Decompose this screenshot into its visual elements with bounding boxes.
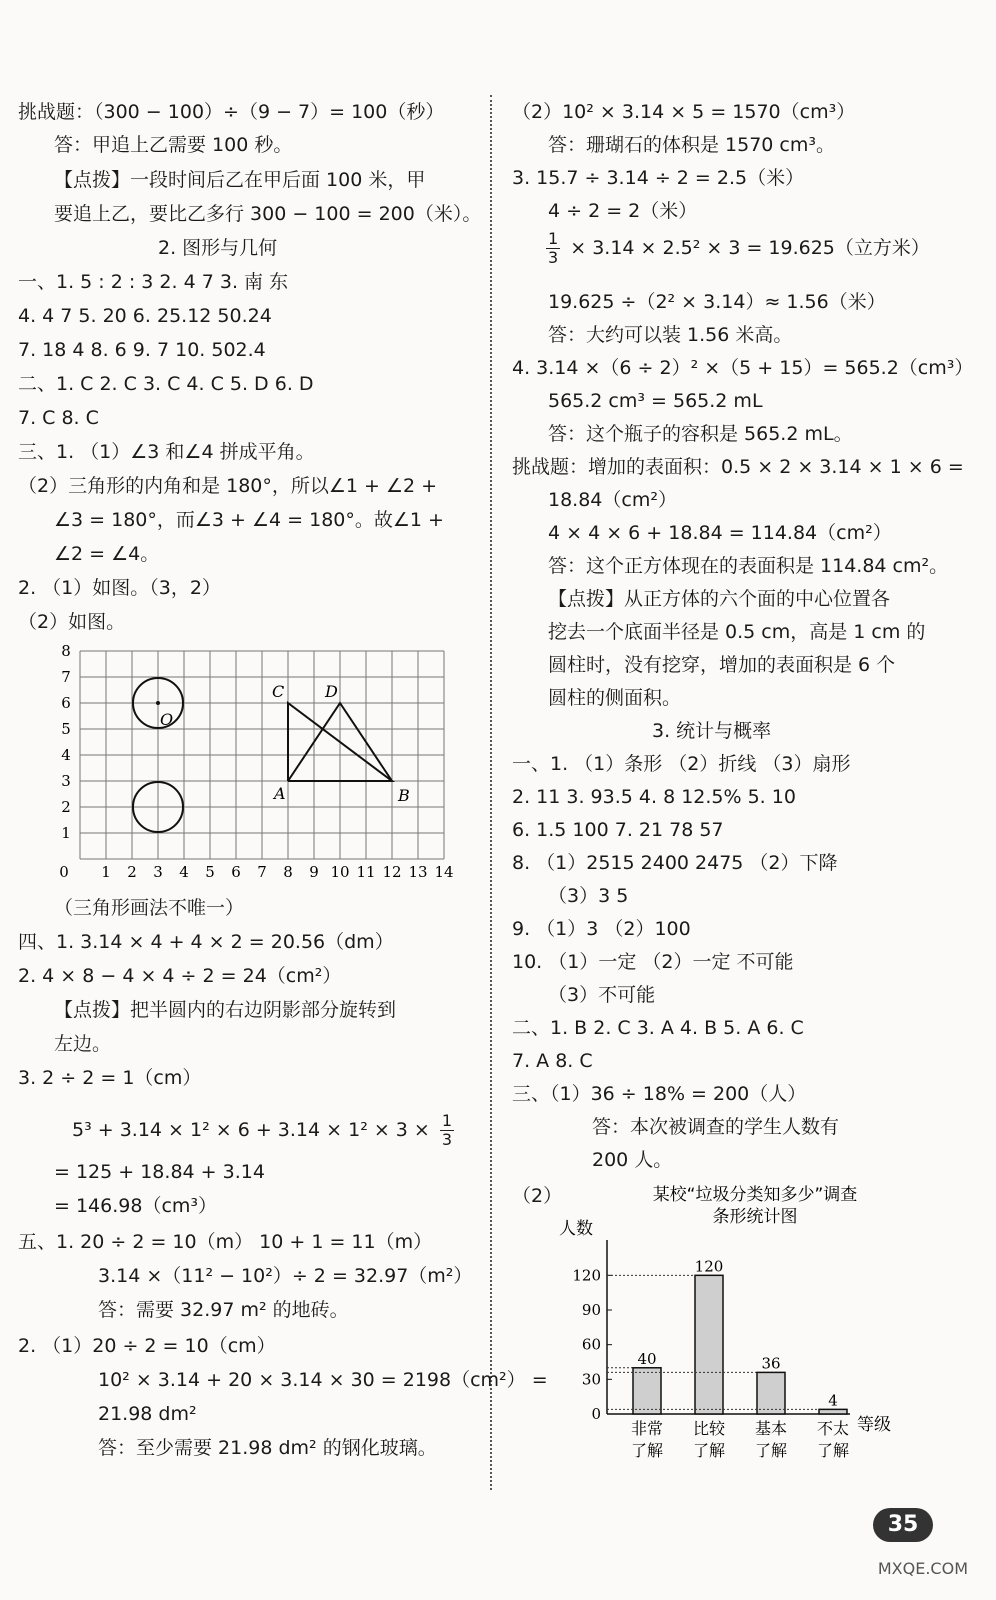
category-label: 了解 (816, 1441, 850, 1460)
right-line: 19.625 ÷（2² × 3.14）≈ 1.56（米） (548, 291, 886, 313)
right-line: 3. 统计与概率 (652, 720, 772, 742)
right-line: 挖去一个底面半径是 0.5 cm，高是 1 cm 的 (548, 621, 926, 643)
formula-main: 5³ + 3.14 × 1² × 6 + 3.14 × 1² × 3 × (72, 1119, 430, 1141)
y-tick-label: 60 (581, 1335, 601, 1354)
y-tick-label: 5 (61, 720, 71, 738)
right-line: 4 ÷ 2 = 2（米） (548, 200, 698, 222)
bar (695, 1275, 723, 1414)
y-tick-label: 0 (591, 1405, 601, 1423)
left-line: 2. 图形与几何 (158, 237, 278, 259)
left-line: 【点拨】把半圆内的右边阴影部分旋转到 (54, 999, 397, 1021)
x-tick-label: 14 (434, 863, 454, 881)
cone-fraction: $\frac{1}{3}$ (548, 229, 559, 267)
bar (757, 1372, 785, 1414)
category-label: 了解 (754, 1441, 788, 1460)
y-tick-label: 30 (581, 1370, 601, 1389)
label-c: C (272, 682, 285, 701)
x-tick-label: 7 (257, 863, 267, 881)
cone-rest: × 3.14 × 2.5² × 3 = 19.625（立方米） (570, 237, 930, 259)
category-label: 了解 (630, 1441, 664, 1460)
bar-chart-marks (572, 1240, 850, 1460)
y-tick-label: 2 (61, 798, 71, 816)
left-line: （2）三角形的内角和是 180°，所以∠1 + ∠2 + (18, 475, 438, 497)
left-line: 四、1. 3.14 × 4 + 4 × 2 = 20.56（dm） (18, 931, 394, 953)
category-label: 非常 (630, 1419, 664, 1438)
right-line: 挑战题：增加的表面积：0.5 × 2 × 3.14 × 1 × 6 = (512, 456, 964, 478)
left-line: 2. （1）如图。（3，2） (18, 577, 221, 599)
x-tick-label: 2 (127, 863, 137, 881)
x-tick-label: 5 (205, 863, 215, 881)
x-tick-label: 13 (408, 863, 428, 881)
left-line: （三角形画法不唯一） (54, 897, 245, 919)
right-line: 一、1. （1）条形 （2）折线 （3）扇形 (512, 753, 851, 775)
x-tick-label: 8 (283, 863, 293, 881)
left-line: ∠3 = 180°，而∠3 + ∠4 = 180°。故∠1 + (54, 509, 444, 531)
y-tick-label: 7 (61, 668, 71, 686)
left-line: 三、1. （1）∠3 和∠4 拼成平角。 (18, 441, 315, 463)
category-label: 不太 (816, 1419, 850, 1438)
chart-title: 某校“垃圾分类知多少”调查 (652, 1185, 858, 1205)
right-line: 9. （1）3 （2）100 (512, 918, 691, 940)
right-line: 4. 3.14 ×（6 ÷ 2）² ×（5 + 15）= 565.2（cm³） (512, 357, 974, 379)
left-line: 【点拨】一段时间后乙在甲后面 100 米，甲 (54, 169, 426, 191)
x-tick-label: 3 (153, 863, 163, 881)
y-tick-label: 90 (581, 1301, 601, 1319)
left-line: 10² × 3.14 + 20 × 3.14 × 30 = 2198（cm²） = (98, 1369, 548, 1391)
left-line: 挑战题：（300 − 100）÷（9 − 7）= 100（秒） (18, 101, 445, 123)
right-line: 三、（1）36 ÷ 18% = 200（人） (512, 1083, 807, 1105)
formula-fraction: $\frac{1}{3}$ (441, 1111, 453, 1149)
label-a: A (274, 784, 286, 803)
left-line: 2. （1）20 ÷ 2 = 10（cm） (18, 1335, 276, 1357)
right-line: 答：本次被调查的学生人数有 (592, 1116, 840, 1138)
grid-tick-labels (59, 645, 453, 881)
y-tick-label: 8 (61, 645, 71, 660)
left-line: 答：至少需要 21.98 dm² 的钢化玻璃。 (98, 1437, 437, 1459)
x-tick-label: 12 (382, 863, 402, 881)
left-line: 3.14 ×（11² − 10²）÷ 2 = 32.97（m²） (98, 1265, 473, 1287)
x-tick-label: 9 (309, 863, 319, 881)
right-line: 圆柱时，没有挖穿，增加的表面积是 6 个 (548, 654, 896, 676)
right-line: 二、1. B 2. C 3. A 4. B 5. A 6. C (512, 1017, 804, 1039)
label-o: O (160, 710, 174, 729)
right-line: 答：珊瑚石的体积是 1570 cm³。 (548, 134, 836, 156)
right-line: （2） (512, 1185, 563, 1207)
bar-value-label: 40 (637, 1349, 657, 1368)
right-line: （3）不可能 (548, 984, 656, 1006)
left-line: 五、1. 20 ÷ 2 = 10（m） 10 + 1 = 11（m） (18, 1231, 433, 1253)
label-d: D (325, 682, 338, 701)
right-line: 8. （1）2515 2400 2475 （2）下降 (512, 852, 838, 874)
chart-xlabel: 等级 (857, 1415, 891, 1435)
y-tick-label: 120 (572, 1266, 601, 1285)
left-line: 一、1. 5 : 2 : 3 2. 4 7 3. 南 东 (18, 271, 289, 293)
left-line: 要追上乙，要比乙多行 300 − 100 = 200（米）。 (54, 203, 482, 225)
bar-value-label: 36 (761, 1354, 781, 1373)
bar-value-label: 120 (694, 1257, 724, 1276)
y-tick-label: 3 (61, 772, 71, 790)
right-line: 4 × 4 × 6 + 18.84 = 114.84（cm²） (548, 522, 892, 544)
column-divider (490, 95, 492, 1490)
bar-value-label: 4 (828, 1391, 838, 1410)
cone-formula (546, 230, 930, 267)
bar (633, 1368, 661, 1414)
left-line: （2）如图。 (18, 611, 126, 633)
left-line: 左边。 (54, 1033, 112, 1055)
bar-chart (545, 1180, 965, 1470)
right-line: 10. （1）一定 （2）一定 不可能 (512, 951, 794, 973)
grid-lines (80, 651, 444, 859)
category-label: 基本 (754, 1419, 788, 1438)
right-line: （3）3 5 (548, 885, 629, 907)
x-tick-label: 10 (330, 863, 350, 881)
volume-formula (72, 1112, 458, 1149)
y-tick-label: 1 (61, 824, 71, 842)
right-line: 6. 1.5 100 7. 21 78 57 (512, 819, 724, 841)
watermark: MXQE.COM (877, 1559, 968, 1578)
left-line: 4. 4 7 5. 20 6. 25.12 50.24 (18, 305, 272, 327)
right-line: 565.2 cm³ = 565.2 mL (548, 390, 763, 412)
circle-center-dot (156, 701, 160, 705)
x-tick-label: 1 (101, 863, 111, 881)
x-tick-label: 0 (59, 863, 69, 881)
right-line: 3. 15.7 ÷ 3.14 ÷ 2 = 2.5（米） (512, 167, 805, 189)
left-line: 答：甲追上乙需要 100 秒。 (54, 134, 293, 156)
chart-ylabel: 人数 (559, 1219, 593, 1239)
category-label: 了解 (692, 1441, 726, 1460)
right-line: （2）10² × 3.14 × 5 = 1570（cm³） (512, 101, 856, 123)
y-tick-label: 6 (61, 694, 71, 712)
left-line: 答：需要 32.97 m² 的地砖。 (98, 1299, 349, 1321)
page-number-badge: 35 (873, 1508, 933, 1542)
bar (819, 1409, 847, 1414)
x-tick-label: 4 (179, 863, 189, 881)
right-line: 200 人。 (592, 1149, 673, 1171)
coordinate-grid-figure (50, 645, 470, 885)
left-line: 21.98 dm² (98, 1403, 197, 1425)
label-b: B (398, 786, 410, 805)
right-line: 7. A 8. C (512, 1050, 593, 1072)
right-line: 答：这个正方体现在的表面积是 114.84 cm²。 (548, 555, 949, 577)
right-line: 圆柱的侧面积。 (548, 687, 682, 709)
right-line: 【点拨】从正方体的六个面的中心位置各 (548, 588, 891, 610)
right-line: 18.84（cm²） (548, 489, 677, 511)
left-line: 二、1. C 2. C 3. C 4. C 5. D 6. D (18, 373, 314, 395)
right-line: 答：这个瓶子的容积是 565.2 mL。 (548, 423, 853, 445)
left-line: 2. 4 × 8 − 4 × 4 ÷ 2 = 24（cm²） (18, 965, 342, 987)
category-label: 比较 (692, 1419, 726, 1438)
left-line: 3. 2 ÷ 2 = 1（cm） (18, 1067, 202, 1089)
left-line: = 146.98（cm³） (54, 1195, 218, 1217)
chart-subtitle: 条形统计图 (712, 1207, 798, 1227)
left-line: 7. C 8. C (18, 407, 99, 429)
y-tick-label: 4 (61, 746, 71, 764)
right-line: 答：大约可以装 1.56 米高。 (548, 324, 793, 346)
left-line: ∠2 = ∠4。 (54, 543, 160, 565)
left-line: 7. 18 4 8. 6 9. 7 10. 502.4 (18, 339, 266, 361)
left-line: = 125 + 18.84 + 3.14 (54, 1161, 265, 1183)
right-line: 2. 11 3. 93.5 4. 8 12.5% 5. 10 (512, 786, 796, 808)
x-tick-label: 11 (356, 863, 376, 881)
x-tick-label: 6 (231, 863, 241, 881)
